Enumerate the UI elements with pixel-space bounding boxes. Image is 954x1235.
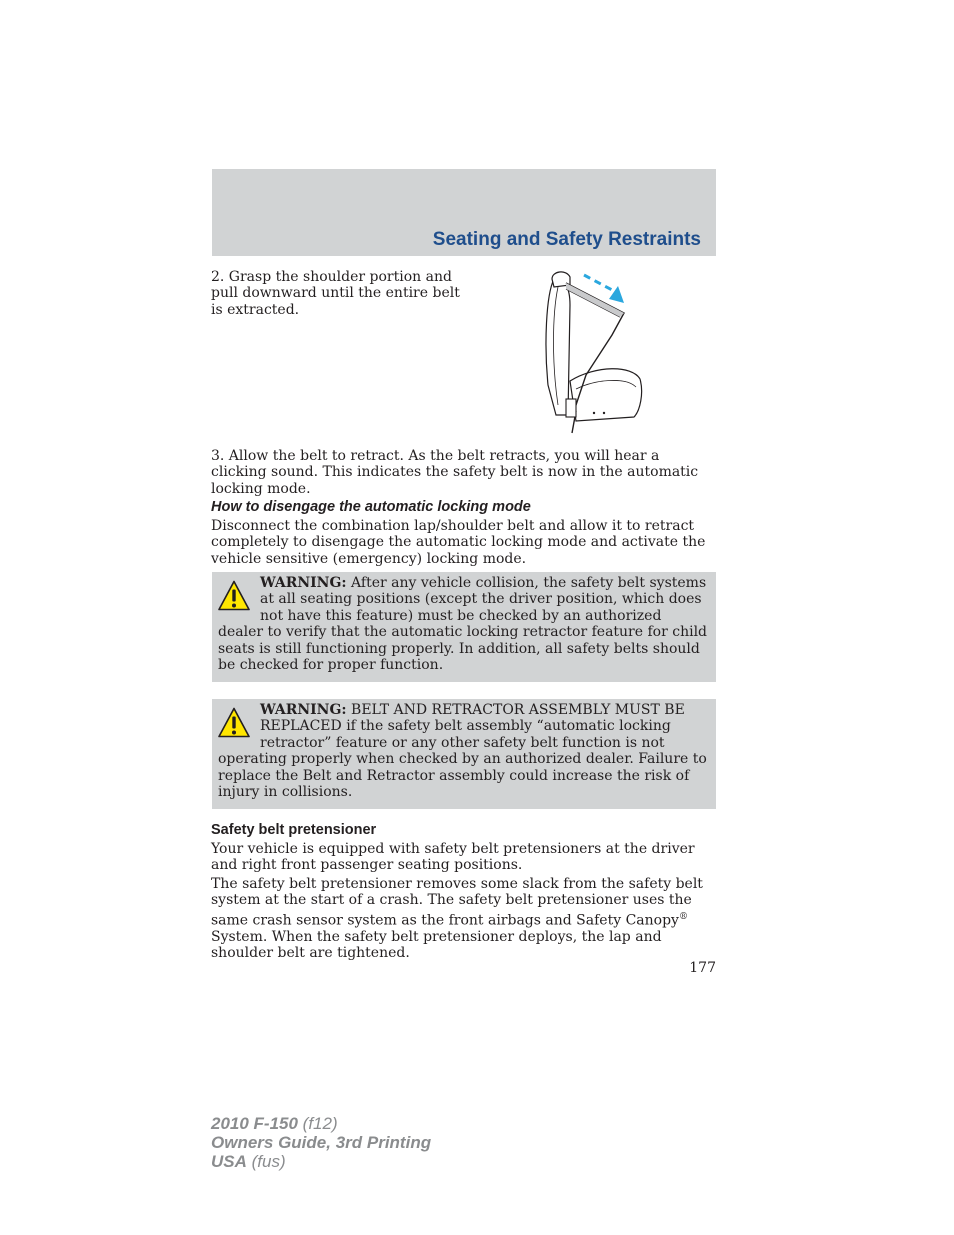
footer-line-3: [211, 1152, 431, 1171]
pretensioner-text-part: The safety belt pretensioner removes some slack from the safety belt system at the start of a crash. The safety belt pretensioner uses the same crash sensor system as the front airbags and Safety Canopy: [211, 876, 703, 929]
section-title: Seating and Safety Restraints: [432, 229, 701, 250]
footer-line-1: [211, 1114, 431, 1133]
pretensioner-text-part: System. When the safety belt pretensioner deploys, the lap and shoulder belt are tightened.: [211, 928, 662, 962]
footer-line-2: Owners Guide, 3rd Printing: [211, 1133, 432, 1152]
pull-direction-arrow: [584, 275, 614, 291]
footer-region: USA: [211, 1152, 247, 1171]
warning-box-replace-assembly: [212, 699, 716, 809]
warning-label: WARNING:: [260, 702, 347, 718]
footer-model-code: (f12): [297, 1114, 338, 1133]
step-3-text: 3. Allow the belt to retract. As the belt retracts, you will hear a clicking sound. This indicates the safety belt is now in the automatic locking mode.: [211, 448, 699, 497]
warning-label: WARNING:: [260, 575, 347, 591]
footer-model: 2010 F-150: [211, 1114, 298, 1133]
warning-text: [218, 575, 708, 673]
footer-region-code: (fus): [246, 1152, 286, 1171]
pretensioner-paragraph-1: Your vehicle is equipped with safety belt pretensioners at the driver and right front passenger seating positions.: [211, 841, 695, 874]
pretensioner-paragraph-2: [211, 876, 716, 962]
page-number: 177: [689, 960, 716, 976]
warning-triangle-icon: [218, 579, 250, 612]
pretensioner-heading: Safety belt pretensioner: [211, 822, 377, 838]
belt-buckle: [566, 399, 576, 417]
seat-belt-illustration: [536, 265, 646, 437]
seat-cushion-outline: [570, 369, 642, 421]
registered-mark: ®: [678, 911, 688, 922]
warning-triangle-icon: [218, 706, 250, 739]
seat-back-outline: [546, 279, 570, 415]
step-2-text: 2. Grasp the shoulder portion and pull downward until the entire belt is extracted.: [211, 269, 460, 318]
disengage-subheading: How to disengage the automatic locking mode: [211, 499, 531, 515]
section-header: [212, 169, 716, 256]
warning-text: [218, 702, 708, 800]
document-footer: [211, 1114, 431, 1171]
disconnect-paragraph: Disconnect the combination lap/shoulder belt and allow it to retract completely to disengage the automatic locking mode and activate the vehicle sensitive (emergency) locking mode.: [211, 518, 706, 567]
warning-body: After any vehicle collision, the safety belt systems at all seating positions (except the driver position, which does not have this feature) must be checked by an authorized dealer to verify that the automatic locking retractor feature for child seats is still functioning properly. In addition, all safety belts should be checked for proper function.: [218, 575, 708, 674]
warning-body: BELT AND RETRACTOR ASSEMBLY MUST BE REPLACED if the safety belt assembly “automatic locking retractor” feature or any other safety belt function is not operating properly when checked by an authorized dealer. Failure to replace the Belt and Retractor assembly could increase the risk of injury in collisions.: [218, 702, 707, 801]
warning-box-collision: [212, 572, 716, 682]
